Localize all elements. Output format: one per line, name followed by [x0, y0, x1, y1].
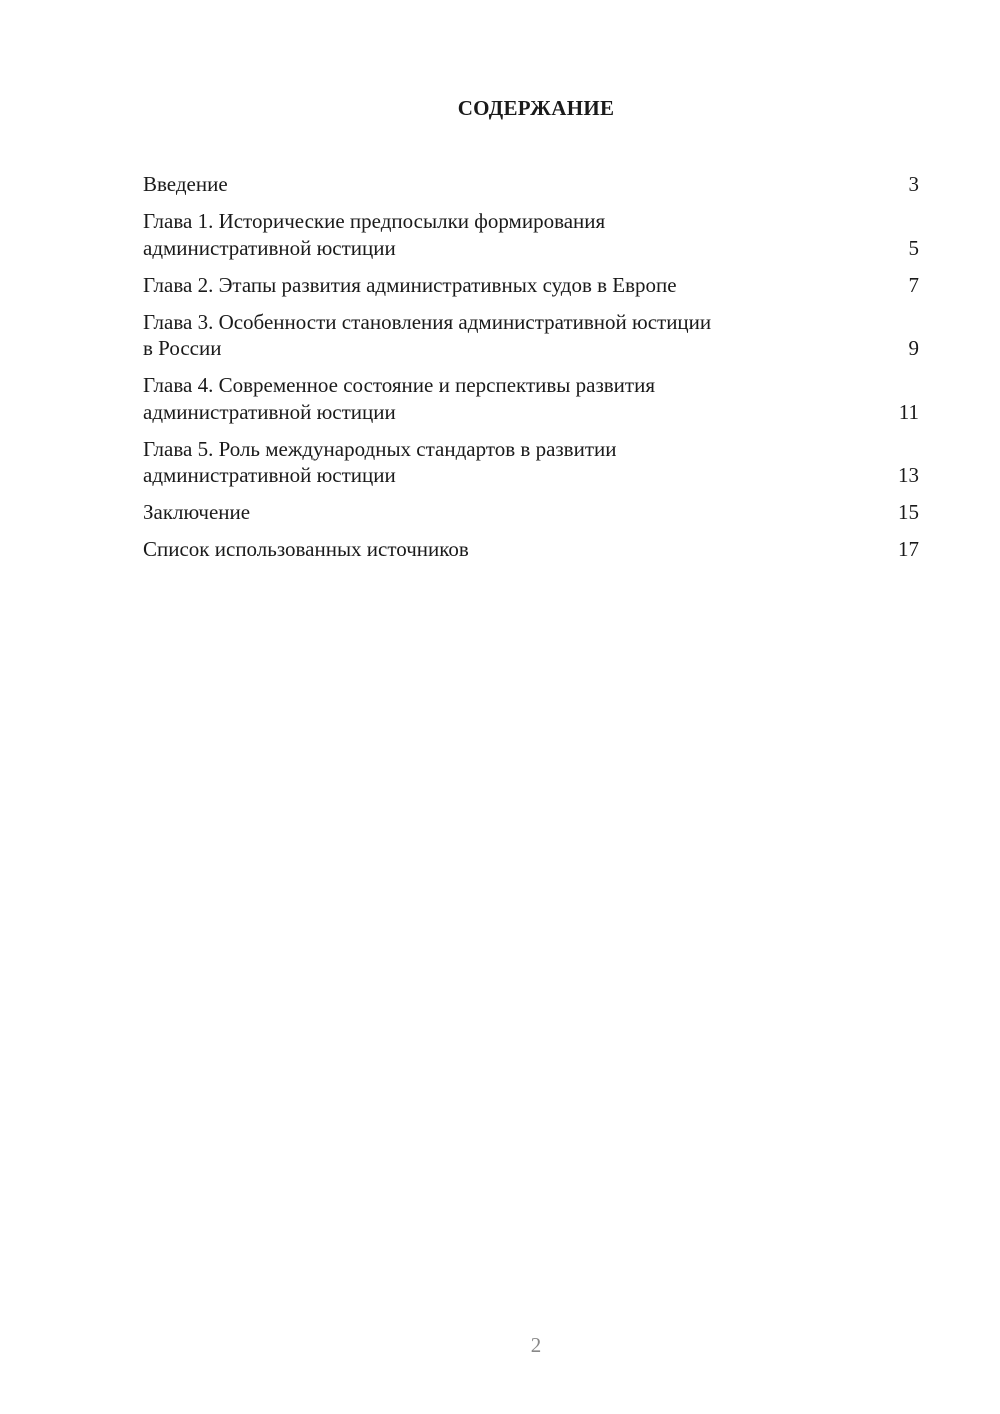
toc-entry-page-number: 13: [898, 463, 919, 487]
toc-entry-line: Глава 3. Особенности становления административной юстиции: [143, 309, 712, 334]
toc-entry-line: Глава 2. Этапы развития административных судов в Европе: [143, 272, 677, 297]
table-of-contents: [143, 171, 919, 573]
toc-entry-chapter-4: [143, 372, 919, 425]
toc-entry-title: [143, 171, 919, 198]
toc-entry-line: административной юстиции: [143, 463, 396, 487]
toc-entry-line: Список использованных источников: [143, 537, 469, 561]
toc-entry-line: Заключение: [143, 500, 251, 524]
toc-entry-line: административной юстиции: [143, 235, 396, 260]
toc-entry-title: [143, 208, 919, 261]
toc-entry-line: административной юстиции: [143, 399, 396, 424]
page-number: 2: [530, 1333, 542, 1357]
toc-entry-page-number: 17: [898, 537, 919, 561]
toc-entry-introduction: [143, 171, 919, 198]
toc-entry-title: [143, 272, 919, 299]
toc-entry-page-number: 5: [908, 235, 919, 260]
toc-entry-line: Глава 1. Исторические предпосылки формирования: [143, 209, 606, 233]
toc-entry-page-number: 9: [908, 336, 919, 360]
toc-entry-conclusion: [143, 499, 919, 526]
toc-entry-chapter-2: [143, 272, 919, 299]
toc-entry-page-number: 15: [898, 500, 919, 524]
toc-entry-line: Глава 4. Современное состояние и перспективы развития: [143, 373, 655, 397]
toc-entry-line: Глава 5. Роль международных стандартов в развитии: [143, 436, 617, 461]
toc-entry-chapter-3: [143, 309, 919, 362]
toc-entry-title: [143, 536, 919, 563]
page-title: СОДЕРЖАНИЕ: [457, 96, 615, 120]
toc-entry-page-number: 7: [908, 272, 919, 297]
toc-entry-chapter-1: [143, 208, 919, 261]
toc-entry-line: Введение: [143, 172, 228, 196]
toc-entry-page-number: 11: [898, 399, 919, 424]
toc-entry-title: [143, 499, 919, 526]
toc-entry-references: [143, 536, 919, 563]
toc-entry-chapter-5: [143, 436, 919, 489]
toc-entry-title: [143, 436, 919, 489]
toc-entry-title: [143, 309, 919, 362]
toc-entry-title: [143, 372, 919, 425]
toc-entry-line: в России: [143, 336, 222, 360]
toc-entry-page-number: 3: [908, 172, 919, 196]
